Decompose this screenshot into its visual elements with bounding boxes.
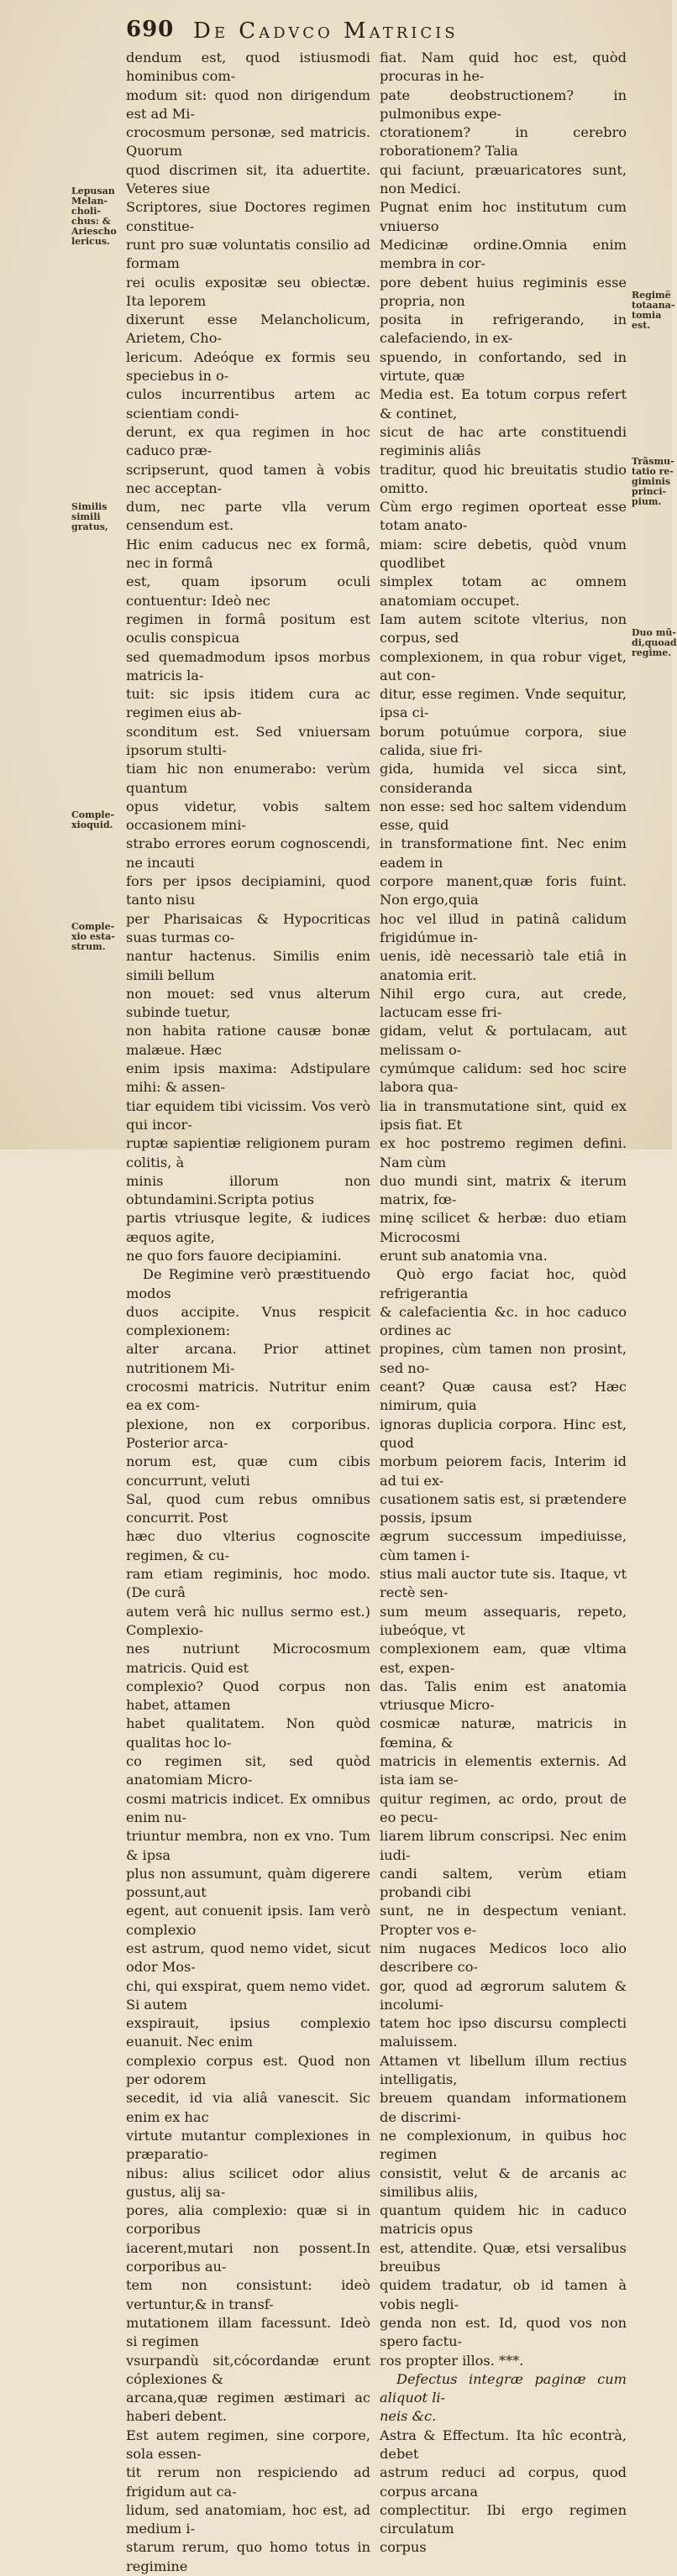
text-line: ruptæ sapientiæ religionem puram colitis, à bbox=[126, 1135, 370, 1170]
text-line: sum meum assequaris, repeto, iubeóque, vt bbox=[380, 1603, 627, 1638]
text-line: nes nutriunt Microcosmum matricis. Quid est bbox=[126, 1641, 370, 1676]
text-line: complexio? Quod corpus non habet, attamen bbox=[126, 1678, 370, 1714]
text-line: candi saltem, verùm etiam probandi cibi bbox=[380, 1865, 627, 1901]
text-line: minis illorum non obtundamini.Scripta potius bbox=[126, 1172, 370, 1208]
margin-note bbox=[632, 290, 675, 331]
text-line: neis &c. bbox=[380, 2408, 437, 2425]
left-column bbox=[126, 49, 370, 2576]
text-line: sconditum est. Sed vniuersam ipsorum stulti- bbox=[126, 723, 370, 758]
text-line: minę scilicet & herbæ: duo etiam Microcosmi bbox=[380, 1210, 627, 1245]
text-line: corpore manent,quæ foris fuint. Non ergo,quia bbox=[380, 873, 627, 908]
margin-note-line: regime. bbox=[632, 647, 672, 658]
text-line: tuit: sic ipsis itidem cura ac regimen eius ab- bbox=[126, 686, 370, 721]
text-line: ægrum successum impediuisse, cùm tamen i- bbox=[380, 1528, 627, 1563]
text-line: quitur regimen, ac ordo, prout de eo pecu- bbox=[380, 1790, 627, 1825]
text-line: tem non consistunt: ideò vertuntur,& in transf- bbox=[126, 2277, 370, 2312]
text-line: cymúmque calidum: sed hoc scire labora qua- bbox=[380, 1060, 627, 1096]
text-line: genda non est. Id, quod vos non spero factu- bbox=[380, 2314, 627, 2350]
text-line: quidem tradatur, ob id tamen à vobis negli- bbox=[380, 2277, 627, 2312]
text-line: duos accipite. Vnus respicit complexionem: bbox=[126, 1303, 370, 1339]
text-line: lidum, sed anatomiam, hoc est, ad medium i- bbox=[126, 2501, 370, 2537]
margin-note-line: Similis bbox=[71, 501, 108, 512]
text-line: plus non assumunt, quàm digerere possunt,aut bbox=[126, 1865, 370, 1901]
text-line: liarem librum conscripsi. Nec enim iudi- bbox=[380, 1828, 627, 1863]
margin-note bbox=[632, 627, 677, 658]
text-line: tatem hoc ipso discursu complecti maluissem. bbox=[380, 2015, 627, 2050]
text-line: complexionem eam, quæ vltima est, expen- bbox=[380, 1641, 627, 1676]
text-line: & calefacientia &c. in hoc caduco ordines ac bbox=[380, 1303, 627, 1339]
text-line: crocosmi matricis. Nutritur enim ea ex com- bbox=[126, 1379, 370, 1414]
text-line: partis vtriusque legite, & iudices æquos agite, bbox=[126, 1210, 370, 1245]
margin-note-line: simili bbox=[71, 511, 101, 522]
text-line: runt pro suæ voluntatis consilio ad formam bbox=[126, 236, 370, 272]
text-line: culos incurrentibus artem ac scientiam condi- bbox=[126, 386, 370, 421]
text-line: fiat. Nam quid hoc est, quòd procuras in he- bbox=[380, 50, 627, 85]
text-line: crocosmum personæ, sed matricis. Quorum bbox=[126, 124, 370, 160]
margin-note-line: Melan- bbox=[71, 196, 108, 207]
text-line: regimen in formâ positum est oculis conspicua bbox=[126, 610, 370, 647]
margin-note-line: Trãsmu- bbox=[632, 456, 674, 467]
text-line: dum, nec parte vlla verum censendum est. bbox=[126, 499, 370, 534]
margin-note bbox=[71, 186, 122, 247]
text-line: nibus: alius scilicet odor alius gustus, alij sa- bbox=[126, 2165, 370, 2200]
text-line: starum rerum, quo homo totus in regimine bbox=[126, 2539, 370, 2574]
text-line: stius mali auctor tute sis. Itaque, vt rectè sen- bbox=[380, 1566, 627, 1601]
margin-note-line: tomia bbox=[632, 310, 662, 321]
margin-note bbox=[71, 922, 122, 952]
text-line: qui faciunt, præuaricatores sunt, non Medici. bbox=[380, 161, 627, 197]
text-line: Quò ergo faciat hoc, quòd refrigerantia bbox=[380, 1266, 627, 1301]
text-line: dixerunt esse Melancholicum, Arietem, Cho- bbox=[126, 312, 370, 347]
text-line: ros propter illos. ***. bbox=[380, 2352, 524, 2369]
page-header bbox=[126, 15, 647, 45]
text-line: Media est. Ea totum corpus refert & continet, bbox=[380, 386, 627, 421]
text-line: non habita ratione causæ bonæ malæue. Hæc bbox=[126, 1023, 370, 1058]
text-line: egent, aut conuenit ipsis. Iam verò complexio bbox=[126, 1903, 370, 1938]
text-line: secedit, id via aliâ vanescit. Sic enim ex hac bbox=[126, 2090, 370, 2125]
text-line: ne quo fors fauore decipiamini. bbox=[126, 1248, 342, 1264]
margin-note-line: chus: & bbox=[71, 216, 111, 227]
text-line: exspirauit, ipsius complexio euanuit. Nec enim bbox=[126, 2015, 370, 2050]
text-line: Attamen vt libellum illum rectius intelligatis, bbox=[380, 2052, 627, 2088]
text-line: opus videtur, vobis saltem occasionem mini- bbox=[126, 798, 370, 834]
text-line: in transformatione fint. Nec enim eadem in bbox=[380, 835, 627, 871]
text-line: ex hoc postremo regimen defini. Nam cùm bbox=[380, 1135, 627, 1170]
text-line: plexione, non ex corporibus. Posterior arca- bbox=[126, 1416, 370, 1451]
text-line: morbum peiorem facis, Interim id ad tui ex- bbox=[380, 1453, 627, 1489]
text-line: chi, qui exspirat, quem nemo videt. Si autem bbox=[126, 1977, 370, 2013]
text-line: sicut de hac arte constituendi regiminis aliâs bbox=[380, 423, 627, 459]
margin-note bbox=[632, 456, 674, 507]
text-line: virtute mutantur complexiones in præparatio- bbox=[126, 2127, 370, 2163]
text-line: fors per ipsos decipiamini, quod tanto nisu bbox=[126, 873, 370, 908]
text-line: sunt, ne in despectum veniant. Propter vos e- bbox=[380, 1903, 627, 1938]
text-line: quod discrimen sit, ita aduertite. Veteres siue bbox=[126, 161, 370, 197]
text-line: enim ipsis maxima: Adstipulare mihi: & assen- bbox=[126, 1060, 370, 1096]
text-line: De Regimine verò præstituendo modos bbox=[126, 1266, 370, 1301]
text-line: Pugnat enim hoc institutum cum vniuerso bbox=[380, 199, 627, 234]
text-line: spuendo, in confortando, sed in virtute, quæ bbox=[380, 348, 627, 385]
text-line: ditur, esse regimen. Vnde sequitur, ipsa ci- bbox=[380, 686, 627, 721]
text-line: triuntur membra, non ex vno. Tum & ipsa bbox=[126, 1828, 370, 1863]
text-line: gor, quod ad ægrorum salutem & incolumi- bbox=[380, 1977, 627, 2013]
text-line: est astrum, quod nemo videt, sicut odor Mos- bbox=[126, 1940, 370, 1976]
text-line: dendum est, quod istiusmodi hominibus com- bbox=[126, 50, 370, 85]
text-line: pores, alia complexio: quæ si in corporibus bbox=[126, 2202, 370, 2238]
text-line: matricis in elementis externis. Ad ista iam se- bbox=[380, 1753, 627, 1788]
text-line: Iam autem scitote vlterius, non corpus, sed bbox=[380, 610, 627, 647]
text-line: per Pharisaicas & Hypocriticas suas turmas co- bbox=[126, 910, 370, 945]
text-line: propines, cùm tamen non prosint, sed no- bbox=[380, 1341, 627, 1376]
text-line: derunt, ex qua regimen in hoc caduco præ- bbox=[126, 423, 370, 459]
text-line: ignoras duplicia corpora. Hinc est, quod bbox=[380, 1416, 627, 1451]
text-line: simplex totam ac omnem anatomiam occupet. bbox=[380, 573, 627, 609]
margin-note-line: Regimë bbox=[632, 290, 671, 301]
text-line: complectitur. Ibi ergo regimen circulatum bbox=[380, 2501, 627, 2537]
text-line: hæc duo vlterius cognoscite regimen, & cu- bbox=[126, 1528, 370, 1563]
text-line: ctorationem? in cerebro roborationem? Talia bbox=[380, 124, 627, 160]
margin-note-line: Lepusan bbox=[71, 186, 115, 196]
text-line: gidam, velut & portulacam, aut melissam o- bbox=[380, 1023, 627, 1058]
text-line: quantum quidem hic in caduco matricis opus bbox=[380, 2202, 627, 2238]
text-line: modum sit: quod non dirigendum est ad Mi- bbox=[126, 86, 370, 122]
text-line: complexionem, in qua robur viget, aut con- bbox=[380, 648, 627, 683]
text-line: strabo errores eorum cognoscendi, ne incauti bbox=[126, 835, 370, 871]
text-line: autem verâ hic nullus sermo est.) Complexio- bbox=[126, 1603, 370, 1638]
text-line: mutationem illam facessunt. Ideò si regimen bbox=[126, 2314, 370, 2350]
text-line: lia in transmutatione sint, quid ex ipsis fiat. Et bbox=[380, 1097, 627, 1133]
text-line: uenis, idè necessariò tale etiâ in anatomia erit. bbox=[380, 948, 627, 983]
text-line: borum potuúmue corpora, siue calida, siue fri- bbox=[380, 723, 627, 758]
text-line: Astra & Effectum. Ita hîc econtrà, debet bbox=[380, 2427, 627, 2462]
margin-note-line: lericus. bbox=[71, 236, 110, 247]
text-line: Sal, quod cum rebus omnibus concurrit. Post bbox=[126, 1490, 370, 1526]
text-line: gida, humida vel sicca sint, consideranda bbox=[380, 761, 627, 796]
text-line: nantur hactenus. Similis enim simili bellum bbox=[126, 948, 370, 983]
text-line: est, attendite. Quæ, etsi versalibus breuibus bbox=[380, 2239, 627, 2275]
text-line: corpus bbox=[380, 2539, 427, 2556]
text-line: consistit, velut & de arcanis ac similibus aliis, bbox=[380, 2165, 627, 2200]
text-line: traditur, quod hic breuitatis studio omitto. bbox=[380, 461, 627, 496]
text-line: pore debent huius regiminis esse propria, non bbox=[380, 274, 627, 309]
text-line: astrum reduci ad corpus, quod corpus arcana bbox=[380, 2464, 627, 2500]
text-line: tiar equidem tibi vicissim. Vos verò qui incor- bbox=[126, 1097, 370, 1133]
text-line: ceant? Quæ causa est? Hæc nimirum, quia bbox=[380, 1379, 627, 1414]
right-column bbox=[380, 49, 627, 2558]
text-line: posita in refrigerando, in calefaciendo, in ex- bbox=[380, 312, 627, 347]
text-line: Medicinæ ordine.Omnia enim membra in cor- bbox=[380, 236, 627, 272]
text-line: sed quemadmodum ipsos morbus matricis la- bbox=[126, 648, 370, 683]
text-line: erunt sub anatomia vna. bbox=[380, 1248, 548, 1264]
text-line: Cùm ergo regimen oporteat esse totam anato- bbox=[380, 499, 627, 534]
text-line: cosmi matricis indicet. Ex omnibus enim nu- bbox=[126, 1790, 370, 1825]
text-line: complexio corpus est. Quod non per odorem bbox=[126, 2052, 370, 2088]
text-line: non mouet: sed vnus alterum subinde tuetur, bbox=[126, 985, 370, 1021]
margin-note-line: choli- bbox=[71, 206, 101, 217]
text-line: cosmicæ naturæ, matricis in fœmina, & bbox=[380, 1715, 627, 1751]
text-line: norum est, quæ cum cibis concurrunt, veluti bbox=[126, 1453, 370, 1489]
margin-note-line: tatio re- bbox=[632, 466, 674, 477]
margin-note-line: Comple- bbox=[71, 809, 115, 820]
margin-note bbox=[71, 810, 122, 830]
text-line: nim nugaces Medicos loco alio describere co- bbox=[380, 1940, 627, 1976]
margin-note bbox=[71, 502, 122, 532]
margin-note-line: Comple- bbox=[71, 921, 115, 932]
margin-note-line: pium. bbox=[632, 496, 662, 507]
text-line: miam: scire debetis, quòd vnum quodlibet bbox=[380, 536, 627, 572]
text-line: pate deobstructionem? in pulmonibus expe- bbox=[380, 86, 627, 122]
margin-note-line: princi- bbox=[632, 486, 667, 497]
text-line: Hic enim caducus nec ex formâ, nec in formâ bbox=[126, 536, 370, 572]
text-line: ne complexionum, in quibus hoc regimen bbox=[380, 2127, 627, 2163]
text-line: iacerent,mutari non possent.In corporibus au- bbox=[126, 2239, 370, 2275]
margin-note-line: Ariescho bbox=[71, 226, 117, 237]
text-line: arcana,quæ regimen æstimari ac haberi debent. bbox=[126, 2390, 370, 2425]
text-line: Nihil ergo cura, aut crede, lactucam esse fri- bbox=[380, 985, 627, 1021]
text-line: habet qualitatem. Non quòd qualitas hoc lo- bbox=[126, 1715, 370, 1751]
text-line: hoc vel illud in patinâ calidum frigidúmue in- bbox=[380, 910, 627, 945]
text-line: non esse: sed hoc saltem videndum esse, quid bbox=[380, 798, 627, 834]
text-line: Scriptores, siue Doctores regimen constitue- bbox=[126, 199, 370, 234]
text-line: Defectus integræ paginæ cum aliquot li- bbox=[380, 2370, 627, 2406]
text-line: duo mundi sint, matrix & iterum matrix, fœ- bbox=[380, 1172, 627, 1208]
page-number: 690 bbox=[126, 17, 175, 42]
margin-note-line: xio esta- bbox=[71, 931, 115, 942]
margin-note-line: giminis bbox=[632, 476, 671, 487]
margin-note-line: gratus, bbox=[71, 521, 108, 532]
text-line: cusationem satis est, si prætendere possis, ipsum bbox=[380, 1490, 627, 1526]
text-line: breuem quandam informationem de discrimi- bbox=[380, 2090, 627, 2125]
text-line: tit rerum non respiciendo ad frigidum aut ca- bbox=[126, 2464, 370, 2500]
margin-note-line: di,quoad bbox=[632, 637, 677, 648]
margin-note-line: est. bbox=[632, 320, 651, 331]
text-line: est, quam ipsorum oculi contuentur: Ideò nec bbox=[126, 573, 370, 609]
text-line: vsurpandù sit,cócordandæ erunt cóplexiones & bbox=[126, 2352, 370, 2387]
running-title: De Cadvco Matricis bbox=[193, 18, 459, 44]
text-line: scripserunt, quod tamen à vobis nec acceptan- bbox=[126, 461, 370, 496]
margin-note-line: totaana- bbox=[632, 300, 675, 311]
text-line: rei oculis expositæ seu obiectæ. Ita leporem bbox=[126, 274, 370, 309]
text-line: das. Talis enim est anatomia vtriusque Micro- bbox=[380, 1678, 627, 1714]
text-line: lericum. Adeóque ex formis seu speciebus in o- bbox=[126, 348, 370, 385]
text-line: Est autem regimen, sine corpore, sola essen- bbox=[126, 2427, 370, 2462]
margin-note-line: Duo mũ- bbox=[632, 627, 676, 638]
margin-note-line: xioquid. bbox=[71, 819, 113, 830]
text-line: alter arcana. Prior attinet nutritionem Mi- bbox=[126, 1341, 370, 1376]
text-line: co regimen sit, sed quòd anatomiam Micro- bbox=[126, 1753, 370, 1788]
text-line: tiam hic non enumerabo: verùm quantum bbox=[126, 761, 370, 796]
text-line: ram etiam regiminis, hoc modo. (De curâ bbox=[126, 1566, 370, 1601]
margin-note-line: strum. bbox=[71, 941, 106, 952]
